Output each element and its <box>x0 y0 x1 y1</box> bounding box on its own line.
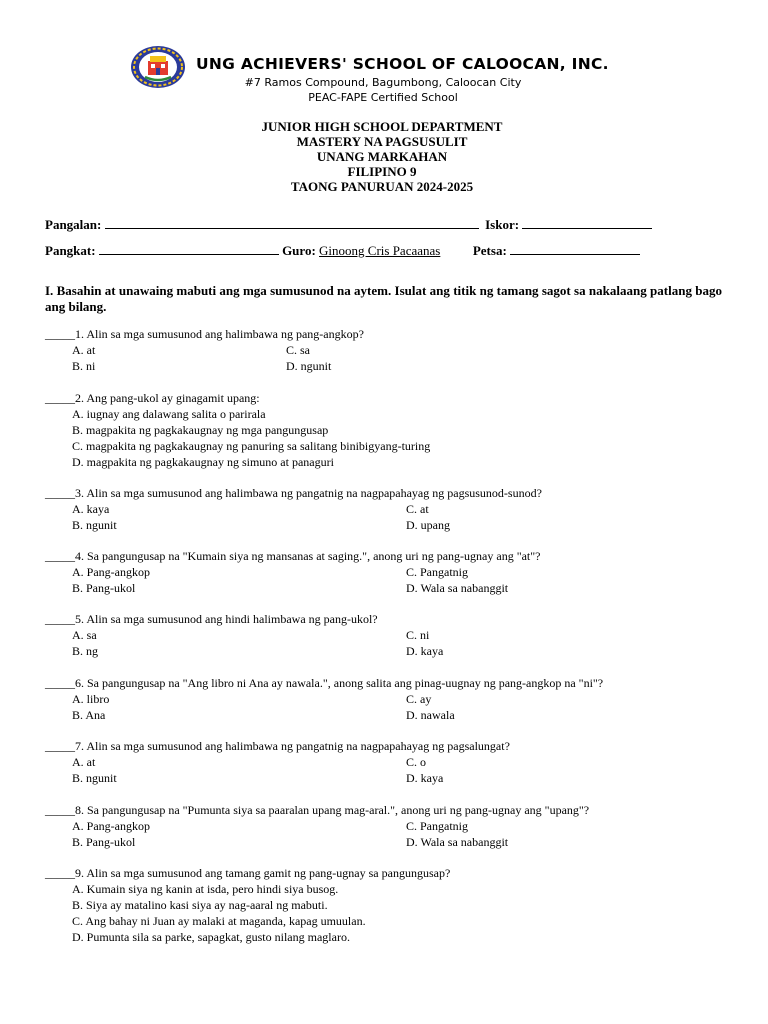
question-4 <box>45 548 735 596</box>
name-score-line <box>45 217 652 233</box>
option-a: A. at <box>72 343 96 357</box>
option-a: A. kaya <box>72 502 110 516</box>
name-label: Pangalan: <box>45 217 102 232</box>
date-field[interactable] <box>510 243 640 255</box>
option-b: B. ni <box>72 359 96 373</box>
option-b: B. Pang-ukol <box>72 835 136 849</box>
date-label: Petsa: <box>472 243 507 258</box>
question-5 <box>45 611 735 659</box>
option-c: C. Ang bahay ni Juan ay malaki at maganda, kapag umuulan. <box>72 914 366 928</box>
option-d: D. kaya <box>406 644 444 658</box>
question-stem: _____1. Alin sa mga sumusunod ang halimbawa ng pang-angkop? <box>45 327 364 341</box>
option-d: D. upang <box>406 518 450 532</box>
teacher-name: Ginoong Cris Pacaanas <box>319 243 441 258</box>
school-address: #7 Ramos Compound, Bagumbong, Caloocan City <box>244 76 522 89</box>
school-name: UNG ACHIEVERS' SCHOOL OF CALOOCAN, INC. <box>196 55 609 73</box>
option-a: A. at <box>72 755 96 769</box>
question-stem: _____8. Sa pangungusap na "Pumunta siya sa paaralan upang mag-aral.", anong uri ng pang-ugnay ang "upang"? <box>45 803 590 817</box>
question-7 <box>45 738 735 786</box>
option-a: A. libro <box>72 692 110 706</box>
option-c: C. Pangatnig <box>406 819 468 833</box>
section-label: Pangkat: <box>45 243 96 258</box>
option-b: B. ng <box>72 644 99 658</box>
option-d: D. Wala sa nabanggit <box>406 581 509 595</box>
option-a: A. Kumain siya ng kanin at isda, pero hindi siya busog. <box>72 882 339 896</box>
option-a: A. sa <box>72 628 97 642</box>
school-certification: PEAC-FAPE Certified School <box>308 91 458 104</box>
option-c: C. sa <box>286 343 310 357</box>
option-a: A. Pang-angkop <box>72 819 150 833</box>
option-b: B. magpakita ng pagkakaugnay ng mga pangungusap <box>72 423 329 437</box>
department-title: JUNIOR HIGH SCHOOL DEPARTMENT <box>261 119 503 134</box>
option-a: A. Pang-angkop <box>72 565 150 579</box>
question-2 <box>45 390 735 470</box>
instructions: I. Basahin at unawaing mabuti ang mga sumusunod na aytem. Isulat ang titik ng tamang sagot sa nakalaang patlang bago ang bilang. <box>45 283 722 314</box>
option-b: B. Pang-ukol <box>72 581 136 595</box>
name-field[interactable] <box>105 217 479 229</box>
quarter-title: UNANG MARKAHAN <box>316 149 448 164</box>
option-a: A. iugnay ang dalawang salita o parirala <box>72 407 266 421</box>
question-8 <box>45 802 735 850</box>
option-c: C. ni <box>406 628 430 642</box>
option-b: B. ngunit <box>72 518 117 532</box>
score-label: Iskor: <box>485 217 520 232</box>
question-6 <box>45 675 735 723</box>
option-d: D. Wala sa nabanggit <box>406 835 509 849</box>
question-3 <box>45 485 735 533</box>
teacher-label: Guro: <box>282 243 316 258</box>
exam-type-title: MASTERY NA PAGSUSULIT <box>296 134 468 149</box>
question-stem: _____6. Sa pangungusap na "Ang libro ni Ana ay nawala.", anong salita ang pinag-uugnay ng pang-angkop na "ni"? <box>45 676 604 690</box>
option-d: D. kaya <box>406 771 444 785</box>
option-c: C. Pangatnig <box>406 565 468 579</box>
option-b: B. Ana <box>72 708 106 722</box>
exam-title-block <box>0 119 764 194</box>
option-d: D. ngunit <box>286 359 332 373</box>
question-stem: _____5. Alin sa mga sumusunod ang hindi halimbawa ng pang-ukol? <box>45 612 378 626</box>
question-1 <box>45 326 735 374</box>
subject-title: FILIPINO 9 <box>347 164 417 179</box>
section-teacher-date-line <box>45 243 640 259</box>
question-stem: _____2. Ang pang-ukol ay ginagamit upang: <box>45 391 260 405</box>
question-stem: _____9. Alin sa mga sumusunod ang tamang gamit ng pang-ugnay sa pangungusap? <box>45 866 451 880</box>
option-d: D. Pumunta sila sa parke, sapagkat, gusto nilang maglaro. <box>72 930 350 944</box>
option-c: C. ay <box>406 692 432 706</box>
question-stem: _____4. Sa pangungusap na "Kumain siya ng mansanas at saging.", anong uri ng pang-ugnay ang "at"? <box>45 549 541 563</box>
school-year-title: TAONG PANURUAN 2024-2025 <box>290 179 474 194</box>
question-stem: _____3. Alin sa mga sumusunod ang halimbawa ng pangatnig na nagpapahayag ng pagsusunod-sunod? <box>45 486 542 500</box>
option-c: C. at <box>406 502 429 516</box>
question-9 <box>45 865 735 945</box>
option-c: C. o <box>406 755 427 769</box>
option-b: B. ngunit <box>72 771 117 785</box>
option-d: D. magpakita ng pagkakaugnay ng simuno at panaguri <box>72 455 334 469</box>
section-field[interactable] <box>99 243 279 255</box>
question-stem: _____7. Alin sa mga sumusunod ang halimbawa ng pangatnig na nagpapahayag ng pagsalungat? <box>45 739 510 753</box>
option-c: C. magpakita ng pagkakaugnay ng panuring sa salitang binibigyang-turing <box>72 439 431 453</box>
score-field[interactable] <box>522 217 652 229</box>
option-d: D. nawala <box>406 708 455 722</box>
option-b: B. Siya ay matalino kasi siya ay nag-aaral ng mabuti. <box>72 898 328 912</box>
